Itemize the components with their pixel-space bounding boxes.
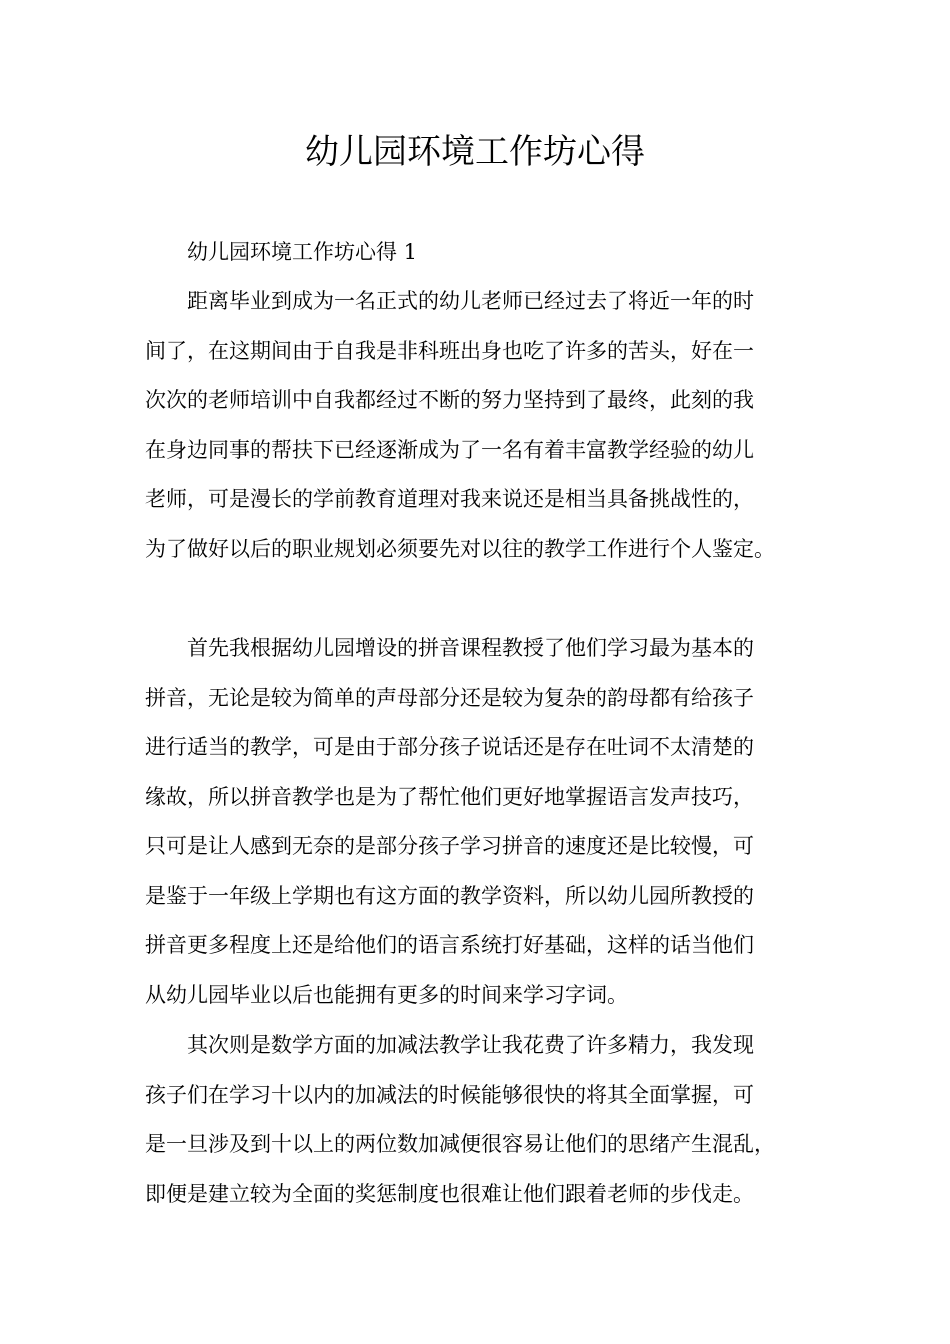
paragraph-line: 进行适当的教学，可是由于部分孩子说话还是存在吐词不太清楚的: [145, 735, 754, 759]
paragraph-line: 缘故，所以拼音教学也是为了帮忙他们更好地掌握语言发声技巧，: [145, 784, 754, 809]
paragraph-line: 首先我根据幼儿园增设的拼音课程教授了他们学习最为基本的: [187, 636, 754, 660]
paragraph-line: 距离毕业到成为一名正式的幼儿老师已经过去了将近一年的时: [187, 289, 754, 313]
paragraph-line: 为了做好以后的职业规划必须要先对以往的教学工作进行个人鉴定。: [145, 536, 775, 561]
paragraph-line: 其次则是数学方面的加减法教学让我花费了许多精力，我发现: [187, 1033, 754, 1057]
paragraph-2: [145, 624, 810, 1020]
paragraph-3: [145, 1021, 810, 1219]
paragraph-line: 间了，在这期间由于自我是非科班出身也吃了许多的苦头，好在一: [145, 338, 754, 363]
section-heading: 幼儿园环境工作坊心得 1: [187, 240, 418, 264]
paragraph-line: 是鉴于一年级上学期也有这方面的教学资料，所以幼儿园所教授的: [145, 883, 754, 908]
paragraph-1: [145, 277, 810, 574]
paragraph-line: 老师，可是漫长的学前教育道理对我来说还是相当具备挑战性的，: [145, 487, 754, 511]
paragraph-line: 孩子们在学习十以内的加减法的时候能够很快的将其全面掌握，可: [145, 1082, 754, 1107]
paragraph-line: 是一旦涉及到十以上的两位数加减便很容易让他们的思绪产生混乱，: [145, 1132, 775, 1156]
paragraph-line: 只可是让人感到无奈的是部分孩子学习拼音的速度还是比较慢，可: [145, 834, 754, 858]
paragraph-line: 次次的老师培训中自我都经过不断的努力坚持到了最终，此刻的我: [145, 388, 754, 412]
document-title: 幼儿园环境工作坊心得: [305, 132, 645, 172]
paragraph-line: 从幼儿园毕业以后也能拥有更多的时间来学习字词。: [145, 982, 628, 1007]
paragraph-line: 拼音更多程度上还是给他们的语言系统打好基础，这样的话当他们: [145, 933, 754, 957]
paragraph-line: 拼音，无论是较为简单的声母部分还是较为复杂的韵母都有给孩子: [145, 685, 754, 710]
paragraph-line: 在身边同事的帮扶下已经逐渐成为了一名有着丰富教学经验的幼儿: [145, 437, 754, 462]
paragraph-line: 即便是建立较为全面的奖惩制度也很难让他们跟着老师的步伐走。: [145, 1181, 754, 1206]
